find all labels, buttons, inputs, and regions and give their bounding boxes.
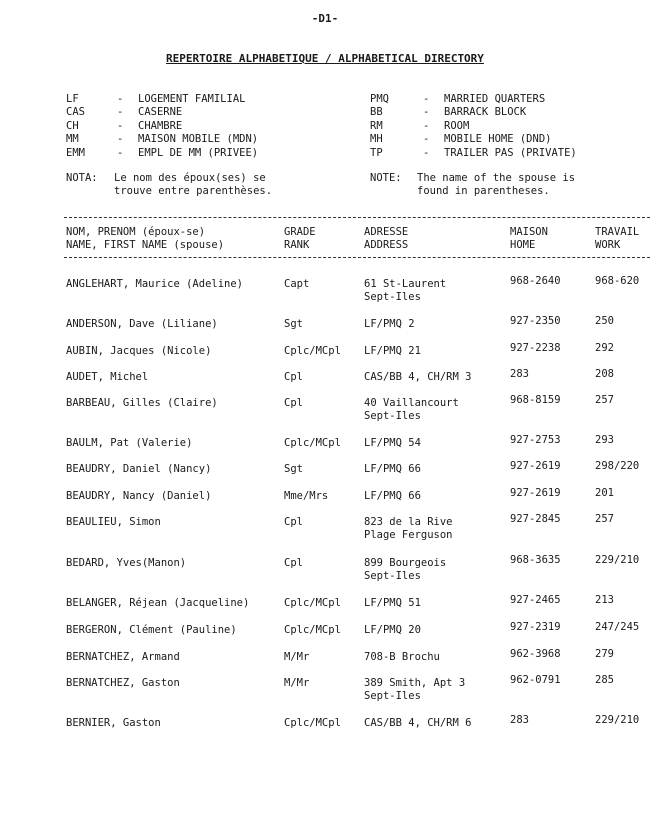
legend-row [66,147,336,160]
entry-work-phone: 968-620 [595,275,640,287]
entry-name: BERNIER, Gaston [66,717,161,729]
entry-work-phone: 208 [595,368,614,380]
legend-desc: LOGEMENT FAMILIAL [138,93,246,105]
entry-work-phone: 285 [595,674,614,686]
legend-dash: - [423,93,430,105]
legend-dash: - [423,119,430,132]
entry-work-phone: 247/245 [595,621,640,633]
entry-rank: Cpl [284,371,303,383]
entry-rank: Cplc/MCpl [284,597,341,609]
entry-rank: Cpl [284,397,303,409]
entry-address-line2: Plage Ferguson [364,529,453,541]
entry-work-phone: 279 [595,648,614,660]
header-name [66,226,224,252]
entry-home-phone: 968-2640 [510,275,561,287]
entry-home-phone: 927-2319 [510,621,561,633]
entry-home-phone: 927-2350 [510,315,561,327]
entry-name: BERNATCHEZ, Gaston [66,677,180,689]
entry-home-phone: 927-2753 [510,434,561,446]
entry-rank: Sgt [284,318,303,330]
note-english-line1: The name of the spouse is [417,172,576,184]
entry-address-line1: LF/PMQ 54 [364,437,421,449]
legend-abbr: MM [66,133,79,146]
entry-address-line1: LF/PMQ 66 [364,490,421,502]
header-work-en: WORK [595,239,621,251]
entry-rank: M/Mr [284,651,310,663]
entry-name: BEAUDRY, Nancy (Daniel) [66,490,212,502]
entry-rank: Cplc/MCpl [284,717,341,729]
legend-desc: TRAILER PAS (PRIVATE) [444,146,577,159]
header-home-en: HOME [510,239,536,251]
entry-name: BERNATCHEZ, Armand [66,651,180,663]
legend-dash: - [117,146,124,159]
entry-rank: Cpl [284,516,303,528]
entry-work-phone: 292 [595,342,614,354]
legend-row [370,93,640,106]
entry-address-line2: Sept-Iles [364,570,421,582]
entry-address-line1: LF/PMQ 20 [364,624,421,636]
entry-name: BEDARD, Yves(Manon) [66,557,187,569]
header-name-fr: NOM, PRENOM (époux-se) [66,226,206,238]
note-french-line1: Le nom des époux(ses) se [114,172,266,184]
entry-home-phone: 968-8159 [510,394,561,406]
entry-work-phone: 298/220 [595,460,640,472]
legend-row [370,106,640,119]
entry-rank: Capt [284,278,310,290]
entry-address-line1: LF/PMQ 66 [364,463,421,475]
entry-home-phone: 968-3635 [510,554,561,566]
legend-dash: - [117,119,124,132]
entry-work-phone: 201 [595,487,614,499]
header-work-fr: TRAVAIL [595,226,640,238]
legend-abbr: BB [370,106,383,119]
header-bottom-rule [64,257,650,258]
header-rank-en: RANK [284,239,310,251]
legend-desc: BARRACK BLOCK [444,106,527,119]
legend-dash: - [423,133,430,146]
entry-home-phone: 962-3968 [510,648,561,660]
entry-home-phone: 283 [510,714,529,726]
header-home [510,226,548,252]
legend-desc: MARRIED QUARTERS [444,93,546,105]
legend-row [370,133,640,146]
legend-row [66,106,336,119]
legend-abbr: EMM [66,146,85,159]
entry-address-line1: CAS/BB 4, CH/RM 6 [364,717,472,729]
legend-french [66,93,336,160]
entry-address-line1: 823 de la Rive [364,516,453,528]
legend-desc: CHAMBRE [138,119,183,132]
entry-home-phone: 927-2845 [510,513,561,525]
entry-name: ANDERSON, Dave (Liliane) [66,318,218,330]
entry-address-line1: LF/PMQ 2 [364,318,415,330]
header-address [364,226,408,252]
entry-name: BEAUDRY, Daniel (Nancy) [66,463,212,475]
legend-abbr: TP [370,146,383,159]
legend-row [370,147,640,160]
legend-abbr: MH [370,133,383,146]
header-rank-fr: GRADE [284,226,316,238]
entry-address-line1: LF/PMQ 21 [364,345,421,357]
entry-work-phone: 250 [595,315,614,327]
entry-home-phone: 927-2619 [510,460,561,472]
legend-desc: ROOM [444,119,470,132]
entry-rank: Cplc/MCpl [284,345,341,357]
entry-rank: Cplc/MCpl [284,624,341,636]
entry-work-phone: 229/210 [595,714,640,726]
entry-name: BERGERON, Clément (Pauline) [66,624,237,636]
header-name-en: NAME, FIRST NAME (spouse) [66,239,225,251]
legend-abbr: RM [370,119,383,132]
note-english-line2: found in parentheses. [417,185,550,197]
entry-work-phone: 213 [595,594,614,606]
entry-name: BEAULIEU, Simon [66,516,161,528]
entry-rank: Mme/Mrs [284,490,329,502]
entry-address-line1: 708-B Brochu [364,651,440,663]
legend-desc: CASERNE [138,106,183,119]
entry-work-phone: 229/210 [595,554,640,566]
legend-desc: MOBILE HOME (DND) [444,133,552,146]
entry-address-line2: Sept-Iles [364,291,421,303]
entry-rank: Sgt [284,463,303,475]
entry-rank: Cplc/MCpl [284,437,341,449]
legend-abbr: PMQ [370,93,389,105]
note-french-line2: trouve entre parenthèses. [114,185,273,197]
legend-english [370,93,640,160]
legend-dash: - [423,106,430,119]
entry-name: ANGLEHART, Maurice (Adeline) [66,278,244,290]
entry-address-line1: 899 Bourgeois [364,557,447,569]
legend-row [370,120,640,133]
entry-name: BARBEAU, Gilles (Claire) [66,397,218,409]
entry-name: BAULM, Pat (Valerie) [66,437,193,449]
entry-address-line1: 389 Smith, Apt 3 [364,677,466,689]
legend-row [66,93,336,106]
header-rank [284,226,316,252]
entry-home-phone: 283 [510,368,529,380]
legend-desc: EMPL DE MM (PRIVEE) [138,146,259,159]
entry-rank: Cpl [284,557,303,569]
legend-abbr: LF [66,93,79,105]
legend-dash: - [117,106,124,119]
entry-work-phone: 257 [595,394,614,406]
legend-dash: - [423,146,430,159]
page-number: -D1- [311,12,339,25]
header-home-fr: MAISON [510,226,548,238]
legend-row [66,120,336,133]
legend-abbr: CH [66,119,79,132]
entry-home-phone: 927-2465 [510,594,561,606]
legend-dash: - [117,93,124,105]
entry-name: AUDET, Michel [66,371,149,383]
entry-name: BELANGER, Réjean (Jacqueline) [66,597,250,609]
entry-rank: M/Mr [284,677,310,689]
legend-dash: - [117,133,124,146]
entry-home-phone: 962-0791 [510,674,561,686]
entry-work-phone: 293 [595,434,614,446]
legend-abbr: CAS [66,106,85,119]
entry-address-line2: Sept-Iles [364,410,421,422]
legend-row [66,133,336,146]
entry-name: AUBIN, Jacques (Nicole) [66,345,212,357]
header-top-rule [64,217,650,218]
entry-home-phone: 927-2619 [510,487,561,499]
note-english-label: NOTE: [370,172,402,184]
page-title-text: REPERTOIRE ALPHABETIQUE / ALPHABETICAL DIRECTORY [166,52,484,65]
entry-address-line1: LF/PMQ 51 [364,597,421,609]
note-french-label: NOTA: [66,172,98,184]
entry-address-line2: Sept-Iles [364,690,421,702]
entry-home-phone: 927-2238 [510,342,561,354]
entry-address-line1: 61 St-Laurent [364,278,447,290]
entry-address-line1: CAS/BB 4, CH/RM 3 [364,371,472,383]
header-address-en: ADDRESS [364,239,409,251]
header-work [595,226,639,252]
legend-desc: MAISON MOBILE (MDN) [138,133,259,146]
entry-work-phone: 257 [595,513,614,525]
page-title [0,52,650,65]
header-address-fr: ADRESSE [364,226,409,238]
entry-address-line1: 40 Vaillancourt [364,397,459,409]
